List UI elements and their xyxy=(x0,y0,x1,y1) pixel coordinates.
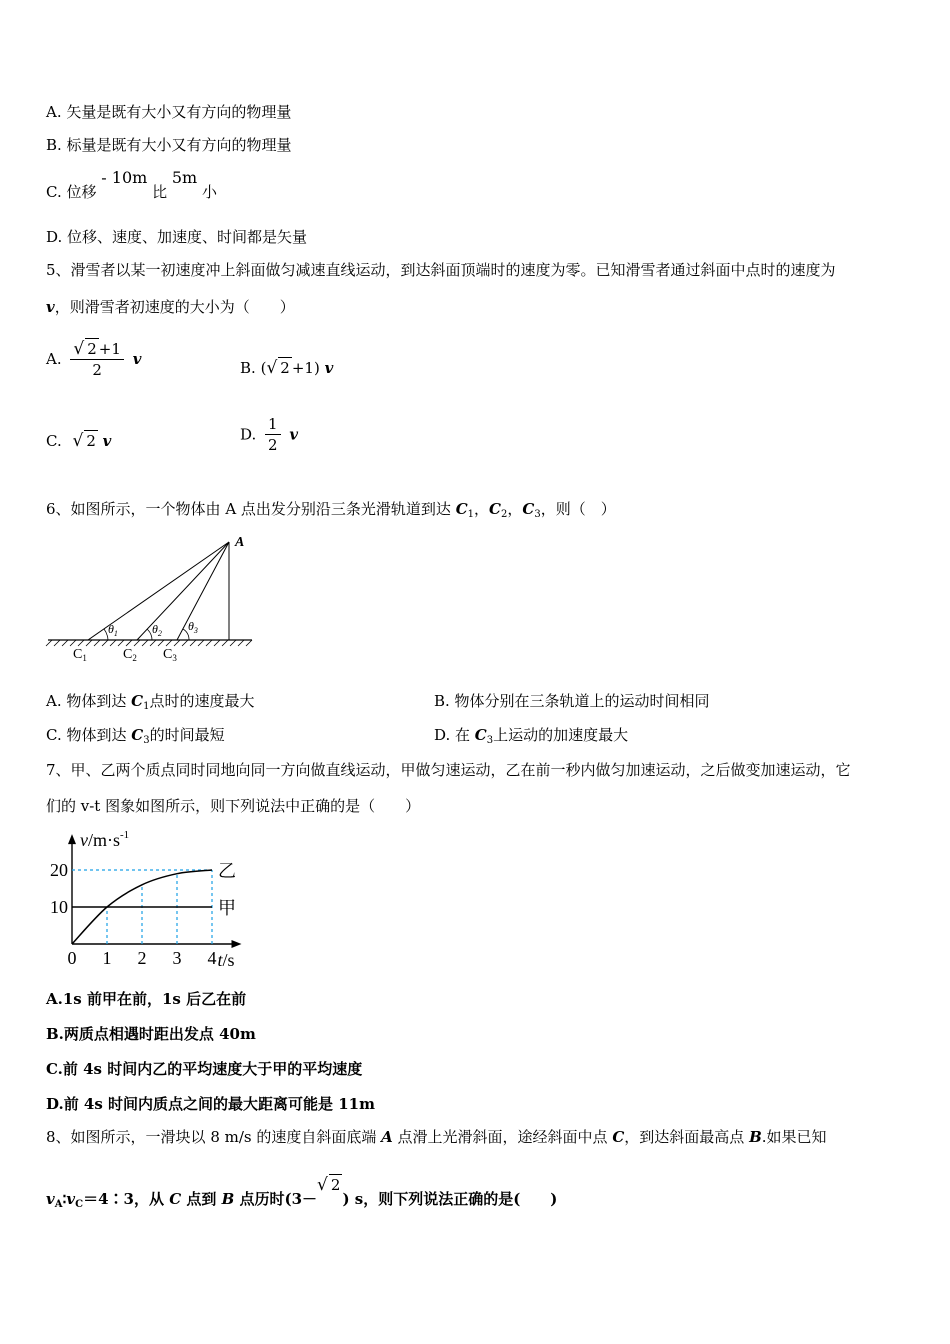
q5-option-a-label: A. xyxy=(46,350,62,368)
x-tick-label: 4 xyxy=(207,948,217,968)
q7-stem-line2: 们的 v-t 图象如图所示，则下列说法中正确的是（ ） xyxy=(46,797,421,815)
q6-stem-suffix: ，则（ ） xyxy=(540,500,616,518)
q5-option-d-num: 1 xyxy=(265,414,281,435)
q6-stem-c1-sub: 1 xyxy=(467,509,475,520)
q5-option-b-radicand: 2 xyxy=(280,359,290,377)
q5-option-d-fraction xyxy=(265,414,281,455)
q5-option-a-num-rest: +1 xyxy=(98,340,121,358)
q4-option-c-value1: - 10m xyxy=(101,168,148,187)
q4-option-d: D. 位移、速度、加速度、时间都是矢量 xyxy=(46,228,308,246)
chart-axes xyxy=(68,834,242,948)
x-tick-label: 3 xyxy=(172,948,182,968)
q8-stem-line1: 8、如图所示，一滑块以 8 m/s 的速度自斜面底端 A 点滑上光滑斜面，途经斜面中点 C，到达斜面最高点 B.如果已知 xyxy=(46,1128,827,1146)
q5-option-b-label: B. xyxy=(240,359,256,377)
q6-option-b: B. 物体分别在三条轨道上的运动时间相同 xyxy=(434,692,710,710)
series-jia-label: 甲 xyxy=(218,898,236,918)
track-c3 xyxy=(177,542,229,640)
x-tick-label: 0 xyxy=(67,948,77,968)
theta3-label: $\theta_3$ xyxy=(188,619,198,635)
q5-option-c: C. √ 2 v xyxy=(46,431,112,451)
series-yi-label: 乙 xyxy=(218,861,236,881)
q5-option-c-label: C. xyxy=(46,432,62,450)
q6-stem-c3-sub: 3 xyxy=(534,509,541,520)
q5-option-b-close: +1) xyxy=(291,359,320,377)
q4-option-b: B. 标量是既有大小又有方向的物理量 xyxy=(46,136,292,154)
q6-stem-sep2: ， xyxy=(507,500,523,518)
q6-option-a: A. 物体到达 $C_1$点时的速度最大 xyxy=(46,692,255,712)
x-tick-label: 2 xyxy=(137,948,147,968)
chart-series xyxy=(72,870,212,944)
y-axis-label-unit: /m·s xyxy=(88,830,121,851)
q6-stem-c2: C xyxy=(489,500,501,518)
c2-label: $C_2$ xyxy=(123,647,137,663)
q7-option-b: B.两质点相遇时距出发点 40m xyxy=(46,1025,256,1043)
q7-option-a: A.1s 前甲在前，1s 后乙在前 xyxy=(46,990,247,1008)
q4-option-c-value2: 5m xyxy=(171,168,198,187)
q6-stem-c1: C xyxy=(455,500,468,518)
q5-stem-line2 xyxy=(46,297,295,317)
q6-option-d: D. 在 $C_3$上运动的加速度最大 xyxy=(434,726,629,746)
q5-option-b-var: v xyxy=(324,359,334,377)
q7-option-c: C.前 4s 时间内乙的平均速度大于甲的平均速度 xyxy=(46,1060,363,1078)
chart-labels xyxy=(50,829,236,970)
theta2-label: $\theta_2$ xyxy=(152,622,162,638)
track-c2 xyxy=(137,542,229,640)
q7-option-d: D.前 4s 时间内质点之间的最大距离可能是 11m xyxy=(46,1095,375,1113)
x-axis-label-var: t xyxy=(217,950,223,970)
q6-stem xyxy=(46,499,616,525)
q4-option-c xyxy=(46,170,217,210)
q5-option-d xyxy=(240,414,298,455)
q5-option-a-den: 2 xyxy=(92,361,102,379)
y-axis-label xyxy=(80,829,129,850)
q6-stem-c3: C xyxy=(522,500,535,518)
q5-option-b: B. (√ 2 +1) v xyxy=(240,358,334,378)
q5-option-d-label: D. xyxy=(240,425,257,444)
q5-option-a-var: v xyxy=(132,350,142,368)
q5-option-d-var: v xyxy=(289,425,299,444)
q7-vt-chart xyxy=(40,826,280,974)
q5-var-v: v xyxy=(46,298,55,316)
x-axis-arrow xyxy=(232,940,242,948)
y-axis-arrow xyxy=(68,834,76,844)
q5-option-d-den: 2 xyxy=(268,436,278,454)
q4-option-c-mid: 比 xyxy=(152,183,168,201)
q4-option-a: A. 矢量是既有大小又有方向的物理量 xyxy=(46,103,292,121)
q6-option-c: C. 物体到达 $C_3$的时间最短 xyxy=(46,726,225,746)
q5-option-c-var: v xyxy=(102,432,112,450)
q6-stem-c2-sub: 2 xyxy=(500,509,508,520)
point-a-label: A xyxy=(235,535,245,550)
x-axis-label-unit: /s xyxy=(222,950,235,970)
y-axis-label-var: v xyxy=(80,830,88,851)
q5-option-b-open: ( xyxy=(260,359,267,377)
q6-incline-figure xyxy=(40,530,265,665)
x-tick-label: 1 xyxy=(102,948,112,968)
x-axis-label xyxy=(218,950,235,970)
q5-stem-line2-rest: ，则滑雪者初速度的大小为（ ） xyxy=(54,298,295,316)
q7-stem-line1: 7、甲、乙两个质点同时同地向同一方向做直线运动，甲做匀速运动，乙在前一秒内做匀加速运动，之后做变加速运动，它 xyxy=(46,761,851,779)
q6-stem-sep1: ， xyxy=(474,500,490,518)
q4-option-c-prefix: C. 位移 xyxy=(46,183,97,201)
ground-hatching xyxy=(46,640,252,646)
c1-label: $C_1$ xyxy=(73,647,87,663)
y-tick-label: 10 xyxy=(50,897,68,917)
q5-stem-line1: 5、滑雪者以某一初速度冲上斜面做匀减速直线运动，到达斜面顶端时的速度为零。已知滑雪者通过斜面中点时的速度为 xyxy=(46,261,836,279)
y-tick-label: 20 xyxy=(50,860,68,880)
theta1-label: $\theta_1$ xyxy=(108,622,118,638)
q4-option-c-suffix: 小 xyxy=(202,183,218,201)
q5-option-c-radicand: 2 xyxy=(86,432,96,450)
q5-option-a-fraction: $\frac{√ 2 +1}{2}$ xyxy=(70,338,124,380)
q8-stem-line2: $v_A∶v_C=4∶3$，从 C 点到 B 点历时(3－√ 2) s，则下列说法正确的是( ) xyxy=(46,1175,558,1210)
y-axis-label-exp: -1 xyxy=(120,829,130,842)
c3-label: $C_3$ xyxy=(163,647,177,663)
q6-stem-prefix: 6、如图所示，一个物体由 A 点出发分别沿三条光滑轨道到达 xyxy=(46,500,456,518)
q5-option-a xyxy=(46,338,141,380)
q5-option-a-radicand: 2 xyxy=(87,340,97,358)
